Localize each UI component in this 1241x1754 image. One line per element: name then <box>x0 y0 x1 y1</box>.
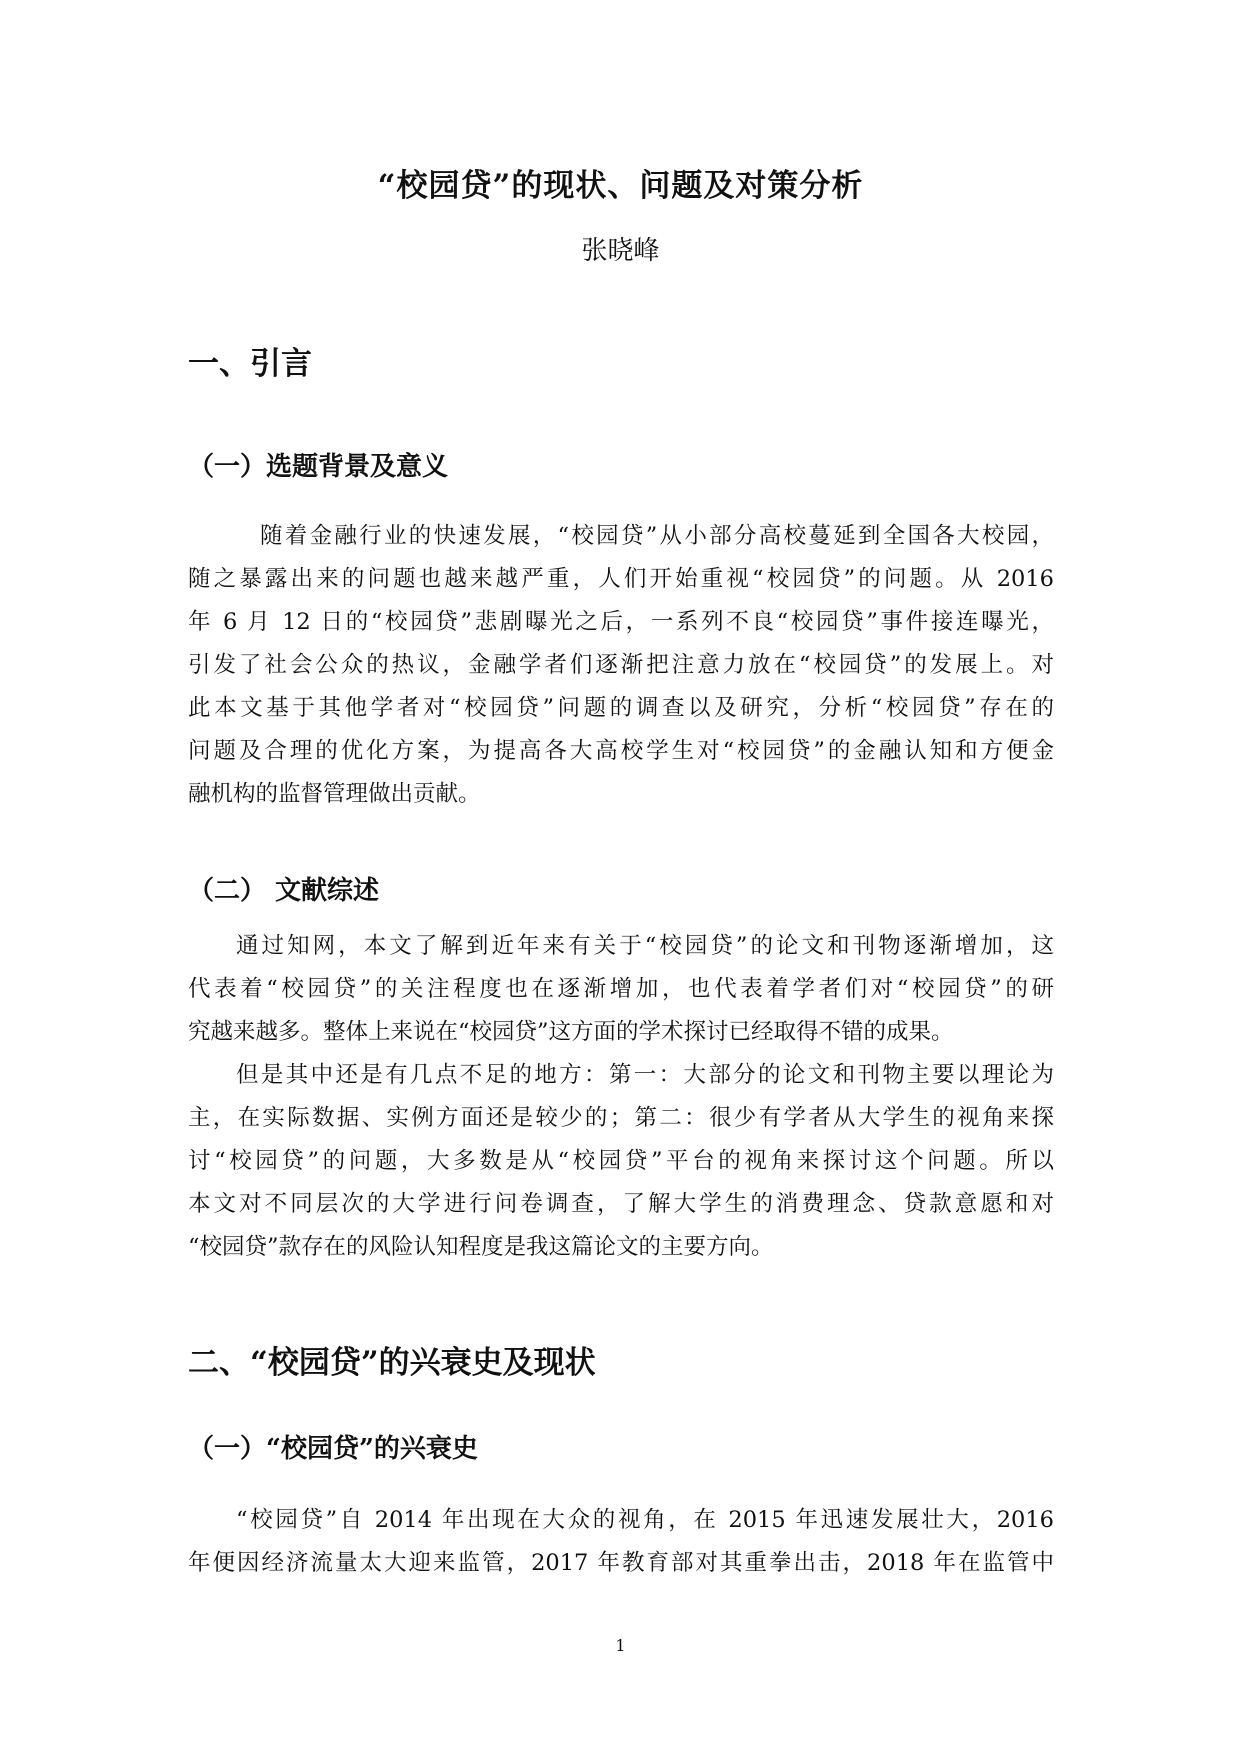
author-name: 张晓峰 <box>581 236 660 266</box>
paragraph-line: 随之暴露出来的问题也越来越严重，人们开始重视“校园贷”的问题。从 2016 <box>188 566 1054 592</box>
paragraph-literature-2 <box>188 1054 1054 1269</box>
paragraph-line: 究越来越多。整体上来说在“校园贷”这方面的学术探讨已经取得不错的成果。 <box>188 1019 954 1045</box>
page-number: 1 <box>615 1636 626 1655</box>
paragraph-line: “校园贷”自 2014 年出现在大众的视角，在 2015 年迅速发展壮大，2016 <box>236 1507 1054 1533</box>
section-heading-intro: 一、引言 <box>188 346 312 382</box>
paragraph-rise-and-fall <box>188 1499 1054 1585</box>
paragraph-line: 本文对不同层次的大学进行问卷调查，了解大学生的消费理念、贷款意愿和对 <box>188 1191 1054 1217</box>
paragraph-line: 但是其中还是有几点不足的地方：第一：大部分的论文和刊物主要以理论为 <box>236 1062 1054 1088</box>
paragraph-line: 融机构的监督管理做出贡献。 <box>188 781 481 807</box>
paragraph-line: 主，在实际数据、实例方面还是较少的；第二：很少有学者从大学生的视角来探 <box>188 1105 1054 1131</box>
paragraph-line: 年便因经济流量太大迎来监管，2017 年教育部对其重拳出击，2018 年在监管中 <box>188 1550 1054 1576</box>
paragraph-line: 通过知网，本文了解到近年来有关于“校园贷”的论文和刊物逐渐增加，这 <box>236 933 1054 959</box>
paragraph-line: 引发了社会公众的热议，金融学者们逐渐把注意力放在“校园贷”的发展上。对 <box>188 652 1054 678</box>
paragraph-line: 问题及合理的优化方案，为提高各大高校学生对“校园贷”的金融认知和方便金 <box>188 738 1054 764</box>
paragraph-background <box>188 515 1054 816</box>
subsection-heading-background: （一）选题背景及意义 <box>188 452 449 482</box>
paragraph-line: 年 6 月 12 日的“校园贷”悲剧曝光之后，一系列不良“校园贷”事件接连曝光， <box>188 609 1054 635</box>
paragraph-line: 随着金融行业的快速发展，“校园贷”从小部分高校蔓延到全国各大校园， <box>260 523 1054 549</box>
paragraph-line: 此本文基于其他学者对“校园贷”问题的调查以及研究，分析“校园贷”存在的 <box>188 695 1054 721</box>
paragraph-line: “校园贷”款存在的风险认知程度是我这篇论文的主要方向。 <box>188 1234 774 1260</box>
paragraph-literature-1 <box>188 925 1054 1054</box>
section-heading-history: 二、“校园贷”的兴衰史及现状 <box>188 1345 596 1381</box>
subsection-heading-literature-review: （二） 文献综述 <box>188 876 380 906</box>
document-title: “校园贷”的现状、问题及对策分析 <box>377 168 864 204</box>
paragraph-line: 讨“校园贷”的问题，大多数是从“校园贷”平台的视角来探讨这个问题。所以 <box>188 1148 1054 1174</box>
paragraph-line: 代表着“校园贷”的关注程度也在逐渐增加，也代表着学者们对“校园贷”的研 <box>188 976 1054 1002</box>
subsection-heading-rise-and-fall: （一）“校园贷”的兴衰史 <box>188 1434 478 1464</box>
